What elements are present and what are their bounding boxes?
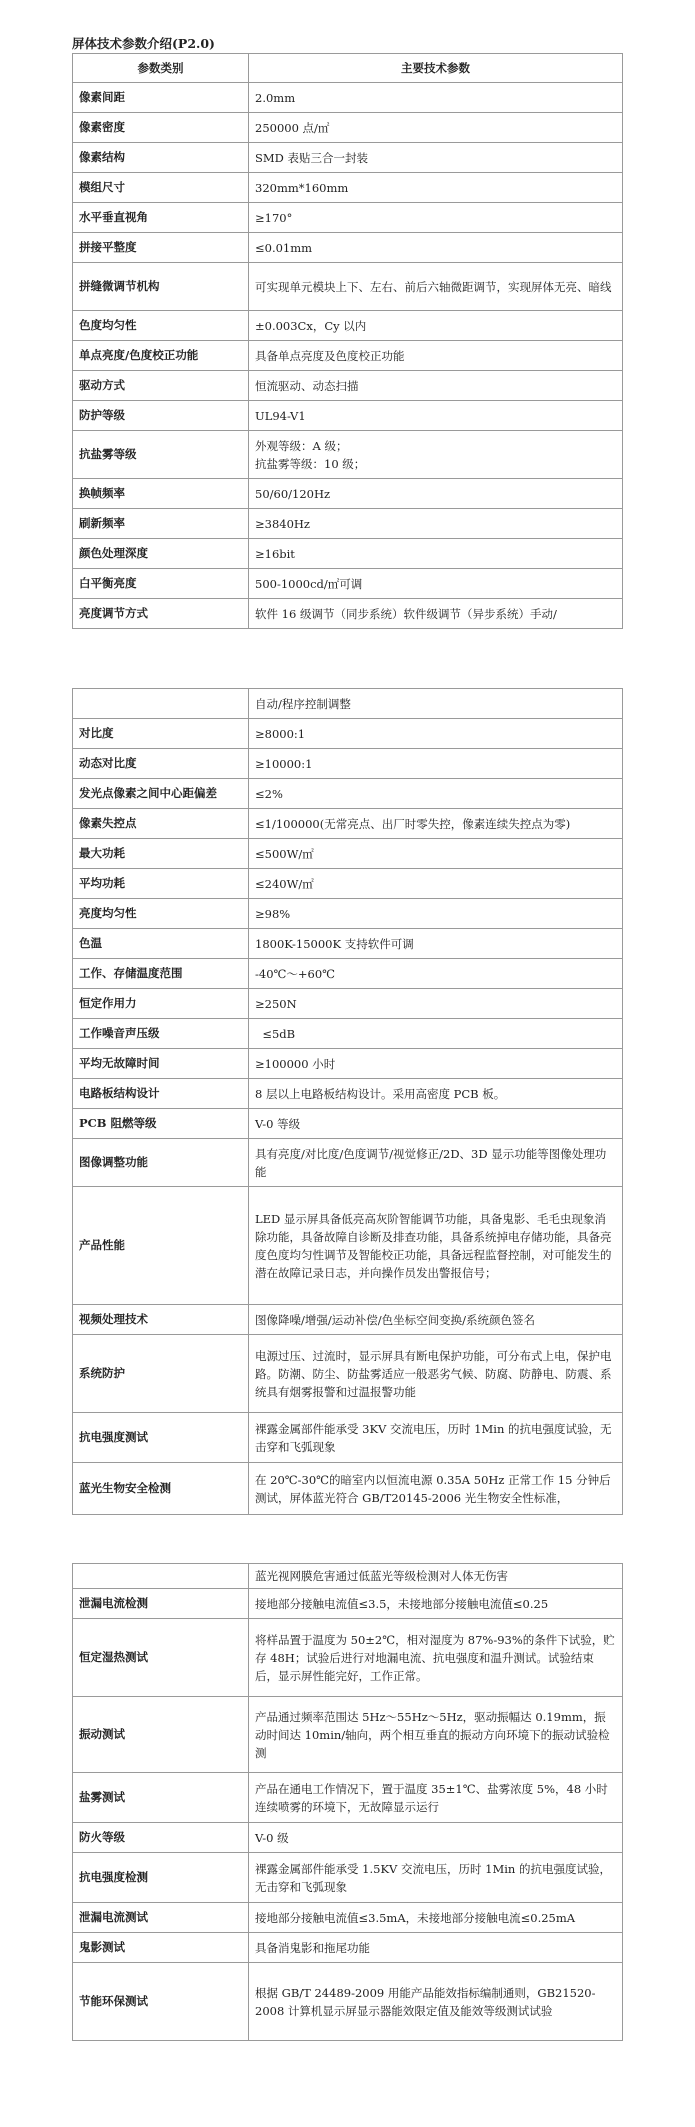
parameter-label: 防火等级	[73, 1823, 249, 1853]
parameter-label: 泄漏电流检测	[73, 1589, 249, 1619]
parameter-value: ≥250N	[249, 989, 623, 1019]
parameter-label: 盐雾测试	[73, 1773, 249, 1823]
parameter-value: ≥8000:1	[249, 719, 623, 749]
table-row	[73, 1463, 623, 1515]
parameter-value: 裸露金属部件能承受 1.5KV 交流电压，历时 1Min 的抗电强度试验，无击穿和飞弧现象	[249, 1853, 623, 1903]
table-row	[73, 1335, 623, 1413]
table-row	[73, 1903, 623, 1933]
table-row	[73, 1109, 623, 1139]
parameter-label: 电路板结构设计	[73, 1079, 249, 1109]
table-row	[73, 1049, 623, 1079]
parameter-value: -40℃～+60℃	[249, 959, 623, 989]
parameter-value: 根据 GB/T 24489-2009 用能产品能效指标编制通则，GB21520-2008 计算机显示屏显示器能效限定值及能效等级测试试验	[249, 1963, 623, 2041]
parameter-label	[73, 689, 249, 719]
table-row	[73, 719, 623, 749]
parameter-label: 图像调整功能	[73, 1139, 249, 1187]
parameter-value: V-0 等级	[249, 1109, 623, 1139]
parameter-label: 刷新频率	[73, 509, 249, 539]
spec-table-page-2	[72, 688, 623, 1515]
table-row	[73, 1933, 623, 1963]
table-row	[73, 263, 623, 311]
parameter-label: 白平衡亮度	[73, 569, 249, 599]
parameter-label: 对比度	[73, 719, 249, 749]
table-row	[73, 311, 623, 341]
parameter-label: 泄漏电流测试	[73, 1903, 249, 1933]
parameter-value: 恒流驱动、动态扫描	[249, 371, 623, 401]
parameter-value: LED 显示屏具备低亮高灰阶智能调节功能，具备鬼影、毛毛虫现象消除功能，具备故障自诊断及排查功能，具备系统掉电存储功能，具备亮度色度均匀性调节及智能校正功能，具备远程监督控制，对可能发生的潜在故障记录日志，并向操作员发出警报信号；	[249, 1187, 623, 1305]
header-main-parameters: 主要技术参数	[249, 54, 623, 83]
parameter-value: 50/60/120Hz	[249, 479, 623, 509]
table-row	[73, 779, 623, 809]
table-row	[73, 509, 623, 539]
parameter-value: SMD 表贴三合一封装	[249, 143, 623, 173]
parameter-label: 视频处理技术	[73, 1305, 249, 1335]
parameter-label: 鬼影测试	[73, 1933, 249, 1963]
table-row	[73, 539, 623, 569]
parameter-label: 工作、存储温度范围	[73, 959, 249, 989]
parameter-value: ≤500W/㎡	[249, 839, 623, 869]
parameter-label: 系统防护	[73, 1335, 249, 1413]
table-row	[73, 809, 623, 839]
parameter-label: 抗电强度检测	[73, 1853, 249, 1903]
table-row	[73, 1773, 623, 1823]
parameter-value: ≥100000 小时	[249, 1049, 623, 1079]
parameter-label: 振动测试	[73, 1697, 249, 1773]
parameter-label: 色度均匀性	[73, 311, 249, 341]
parameter-value: 产品在通电工作情况下，置于温度 35±1℃、盐雾浓度 5%，48 小时连续喷雾的环境下，无故障显示运行	[249, 1773, 623, 1823]
parameter-value: 自动/程序控制调整	[249, 689, 623, 719]
table-row	[73, 689, 623, 719]
table-row	[73, 599, 623, 629]
parameter-label: 换帧频率	[73, 479, 249, 509]
table-row	[73, 959, 623, 989]
parameter-value: V-0 级	[249, 1823, 623, 1853]
parameter-label: 抗盐雾等级	[73, 431, 249, 479]
parameter-value: ≥16bit	[249, 539, 623, 569]
parameter-label: 最大功耗	[73, 839, 249, 869]
table-row	[73, 401, 623, 431]
parameter-label	[73, 1564, 249, 1589]
parameter-value: 产品通过频率范围达 5Hz～55Hz～5Hz，驱动振幅达 0.19mm，振动时间达 10min/轴向，两个相互垂直的振动方向环境下的振动试验检测	[249, 1697, 623, 1773]
parameter-value: ≤5dB	[249, 1019, 623, 1049]
parameter-label: 节能环保测试	[73, 1963, 249, 2041]
table-header-row	[73, 54, 623, 83]
parameter-label: 亮度调节方式	[73, 599, 249, 629]
table-row	[73, 569, 623, 599]
parameter-label: 色温	[73, 929, 249, 959]
parameter-label: 像素失控点	[73, 809, 249, 839]
parameter-value: 可实现单元模块上下、左右、前后六轴微距调节，实现屏体无亮、暗线	[249, 263, 623, 311]
parameter-value: 外观等级：A 级； 抗盐雾等级：10 级；	[249, 431, 623, 479]
parameter-label: 拼缝微调节机构	[73, 263, 249, 311]
table-row	[73, 371, 623, 401]
parameter-value: 接地部分接触电流值≤3.5，未接地部分接触电流值≤0.25	[249, 1589, 623, 1619]
parameter-value: 图像降噪/增强/运动补偿/色坐标空间变换/系统颜色签名	[249, 1305, 623, 1335]
table-row	[73, 233, 623, 263]
parameter-value: UL94-V1	[249, 401, 623, 431]
parameter-value: 在 20℃-30℃的暗室内以恒流电源 0.35A 50Hz 正常工作 15 分钟后测试，屏体蓝光符合 GB/T20145-2006 光生物安全性标准，	[249, 1463, 623, 1515]
parameter-label: 驱动方式	[73, 371, 249, 401]
parameter-label: 水平垂直视角	[73, 203, 249, 233]
table-row	[73, 1853, 623, 1903]
parameter-value: 电源过压、过流时，显示屏具有断电保护功能，可分布式上电，保护电路。防潮、防尘、防盐雾适应一般恶劣气候、防腐、防静电、防震、系统具有烟雾报警和过温报警功能	[249, 1335, 623, 1413]
parameter-label: 平均功耗	[73, 869, 249, 899]
parameter-label: 亮度均匀性	[73, 899, 249, 929]
table-row	[73, 341, 623, 371]
parameter-value: 软件 16 级调节（同步系统）软件级调节（异步系统）手动/	[249, 599, 623, 629]
parameter-value: ≤240W/㎡	[249, 869, 623, 899]
spec-table-page-1	[72, 53, 623, 629]
parameter-value: 蓝光视网膜危害通过低蓝光等级检测对人体无伤害	[249, 1564, 623, 1589]
parameter-value: ≤0.01mm	[249, 233, 623, 263]
parameter-value: 具备消鬼影和拖尾功能	[249, 1933, 623, 1963]
parameter-label: 防护等级	[73, 401, 249, 431]
parameter-label: 单点亮度/色度校正功能	[73, 341, 249, 371]
parameter-value: ≤2%	[249, 779, 623, 809]
table-row	[73, 83, 623, 113]
parameter-value: ≥10000:1	[249, 749, 623, 779]
table-row	[73, 1619, 623, 1697]
table-row	[73, 1413, 623, 1463]
table-row	[73, 479, 623, 509]
table-row	[73, 1589, 623, 1619]
parameter-value: 具备单点亮度及色度校正功能	[249, 341, 623, 371]
table-row	[73, 431, 623, 479]
parameter-label: 像素间距	[73, 83, 249, 113]
table-row	[73, 1187, 623, 1305]
document-title: 屏体技术参数介绍(P2.0)	[72, 36, 215, 51]
parameter-value: ≥98%	[249, 899, 623, 929]
parameter-value: 具有亮度/对比度/色度调节/视觉修正/2D、3D 显示功能等图像处理功能	[249, 1139, 623, 1187]
table-row	[73, 143, 623, 173]
table-row	[73, 1305, 623, 1335]
parameter-value: 裸露金属部件能承受 3KV 交流电压，历时 1Min 的抗电强度试验，无击穿和飞弧现象	[249, 1413, 623, 1463]
parameter-label: 产品性能	[73, 1187, 249, 1305]
parameter-value: 将样品置于温度为 50±2℃，相对湿度为 87%-93%的条件下试验，贮存 48H；试验后进行对地漏电流、抗电强度和温升测试。试验结束后，显示屏性能完好，工作正常。	[249, 1619, 623, 1697]
parameter-value: 250000 点/㎡	[249, 113, 623, 143]
table-row	[73, 749, 623, 779]
parameter-value: 2.0mm	[249, 83, 623, 113]
table-row	[73, 203, 623, 233]
table-row	[73, 1697, 623, 1773]
parameter-label: 像素密度	[73, 113, 249, 143]
table-row	[73, 989, 623, 1019]
table-row	[73, 1823, 623, 1853]
parameter-label: 拼接平整度	[73, 233, 249, 263]
table-row	[73, 1139, 623, 1187]
parameter-value: 320mm*160mm	[249, 173, 623, 203]
parameter-label: 动态对比度	[73, 749, 249, 779]
parameter-label: 蓝光生物安全检测	[73, 1463, 249, 1515]
header-parameter-category: 参数类别	[73, 54, 249, 83]
parameter-value: 接地部分接触电流值≤3.5mA，未接地部分接触电流≤0.25mA	[249, 1903, 623, 1933]
parameter-label: PCB 阻燃等级	[73, 1109, 249, 1139]
table-row	[73, 1564, 623, 1589]
parameter-value: 1800K-15000K 支持软件可调	[249, 929, 623, 959]
parameter-value: ≥170°	[249, 203, 623, 233]
parameter-label: 工作噪音声压级	[73, 1019, 249, 1049]
table-row	[73, 1963, 623, 2041]
parameter-value: ≤1/100000(无常亮点、出厂时零失控，像素连续失控点为零)	[249, 809, 623, 839]
parameter-label: 模组尺寸	[73, 173, 249, 203]
parameter-value: 500-1000cd/㎡可调	[249, 569, 623, 599]
parameter-label: 发光点像素之间中心距偏差	[73, 779, 249, 809]
parameter-value: ±0.003Cx，Cy 以内	[249, 311, 623, 341]
table-row	[73, 929, 623, 959]
table-row	[73, 173, 623, 203]
spec-table-page-3	[72, 1563, 623, 2041]
table-row	[73, 1019, 623, 1049]
parameter-label: 颜色处理深度	[73, 539, 249, 569]
table-row	[73, 869, 623, 899]
table-row	[73, 839, 623, 869]
parameter-label: 抗电强度测试	[73, 1413, 249, 1463]
parameter-value: ≥3840Hz	[249, 509, 623, 539]
table-row	[73, 899, 623, 929]
parameter-label: 平均无故障时间	[73, 1049, 249, 1079]
table-row	[73, 1079, 623, 1109]
parameter-label: 像素结构	[73, 143, 249, 173]
parameter-label: 恒定湿热测试	[73, 1619, 249, 1697]
table-row	[73, 113, 623, 143]
parameter-label: 恒定作用力	[73, 989, 249, 1019]
parameter-value: 8 层以上电路板结构设计。采用高密度 PCB 板。	[249, 1079, 623, 1109]
